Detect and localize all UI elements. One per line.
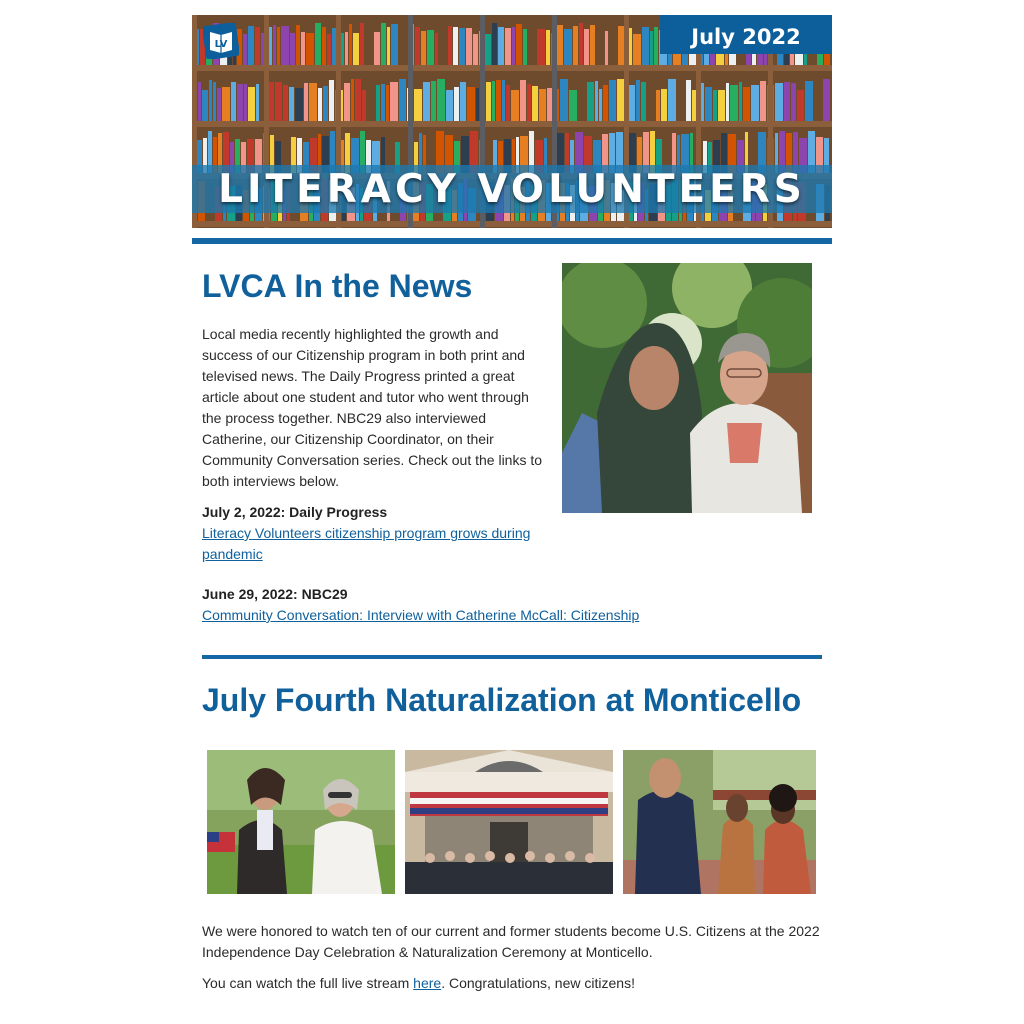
ceremony-photo-1 [207, 750, 395, 894]
news-body: Local media recently highlighted the growth and success of our Citizenship program in both print and televised news. The Daily Progress printed a great article about one student and tutor who went through the process together. NBC29 also interviewed Catherine, our Citizenship Coordinator, on their Community Conversation series. Check out the links to both interviews below. [202, 326, 543, 489]
livestream-paragraph [202, 973, 822, 994]
livestream-link[interactable]: here [413, 975, 442, 991]
news-text-column [202, 266, 552, 565]
livestream-text-after: . Congratulations, new citizens! [441, 975, 635, 991]
news-section [192, 244, 832, 656]
news-item-label-1: July 2, 2022: Daily Progress [202, 504, 388, 520]
newsletter [192, 15, 832, 991]
naturalization-heading: July Fourth Naturalization at Monticello [202, 682, 802, 718]
book-logo-icon[interactable] [203, 23, 239, 59]
header-banner [192, 15, 832, 228]
naturalization-text [202, 921, 822, 1004]
section-divider [202, 655, 822, 659]
livestream-text-before: You can watch the full live stream [202, 975, 414, 991]
news-item-2 [202, 584, 822, 626]
ceremony-photo-3 [623, 750, 816, 894]
naturalization-paragraph: We were honored to watch ten of our current and former students become U.S. Citizens at the 2022 Independence Day Celebration & Naturalization Ceremony at Monticello. [202, 923, 820, 960]
news-item-label-2: June 29, 2022: NBC29 [202, 586, 348, 602]
nbc29-interview-link[interactable]: Community Conversation: Interview with Catherine McCall: Citizenship [202, 607, 640, 623]
news-heading: LVCA In the News [202, 268, 473, 304]
ceremony-photo-2 [405, 750, 613, 894]
issue-date-badge: July 2022 [660, 15, 832, 54]
daily-progress-link[interactable]: Literacy Volunteers citizenship program grows during pandemic [202, 525, 531, 562]
svg-text:LV: LV [214, 39, 228, 50]
newsletter-title: LITERACY VOLUNTEERS [218, 167, 806, 212]
student-tutor-photo [562, 263, 812, 513]
